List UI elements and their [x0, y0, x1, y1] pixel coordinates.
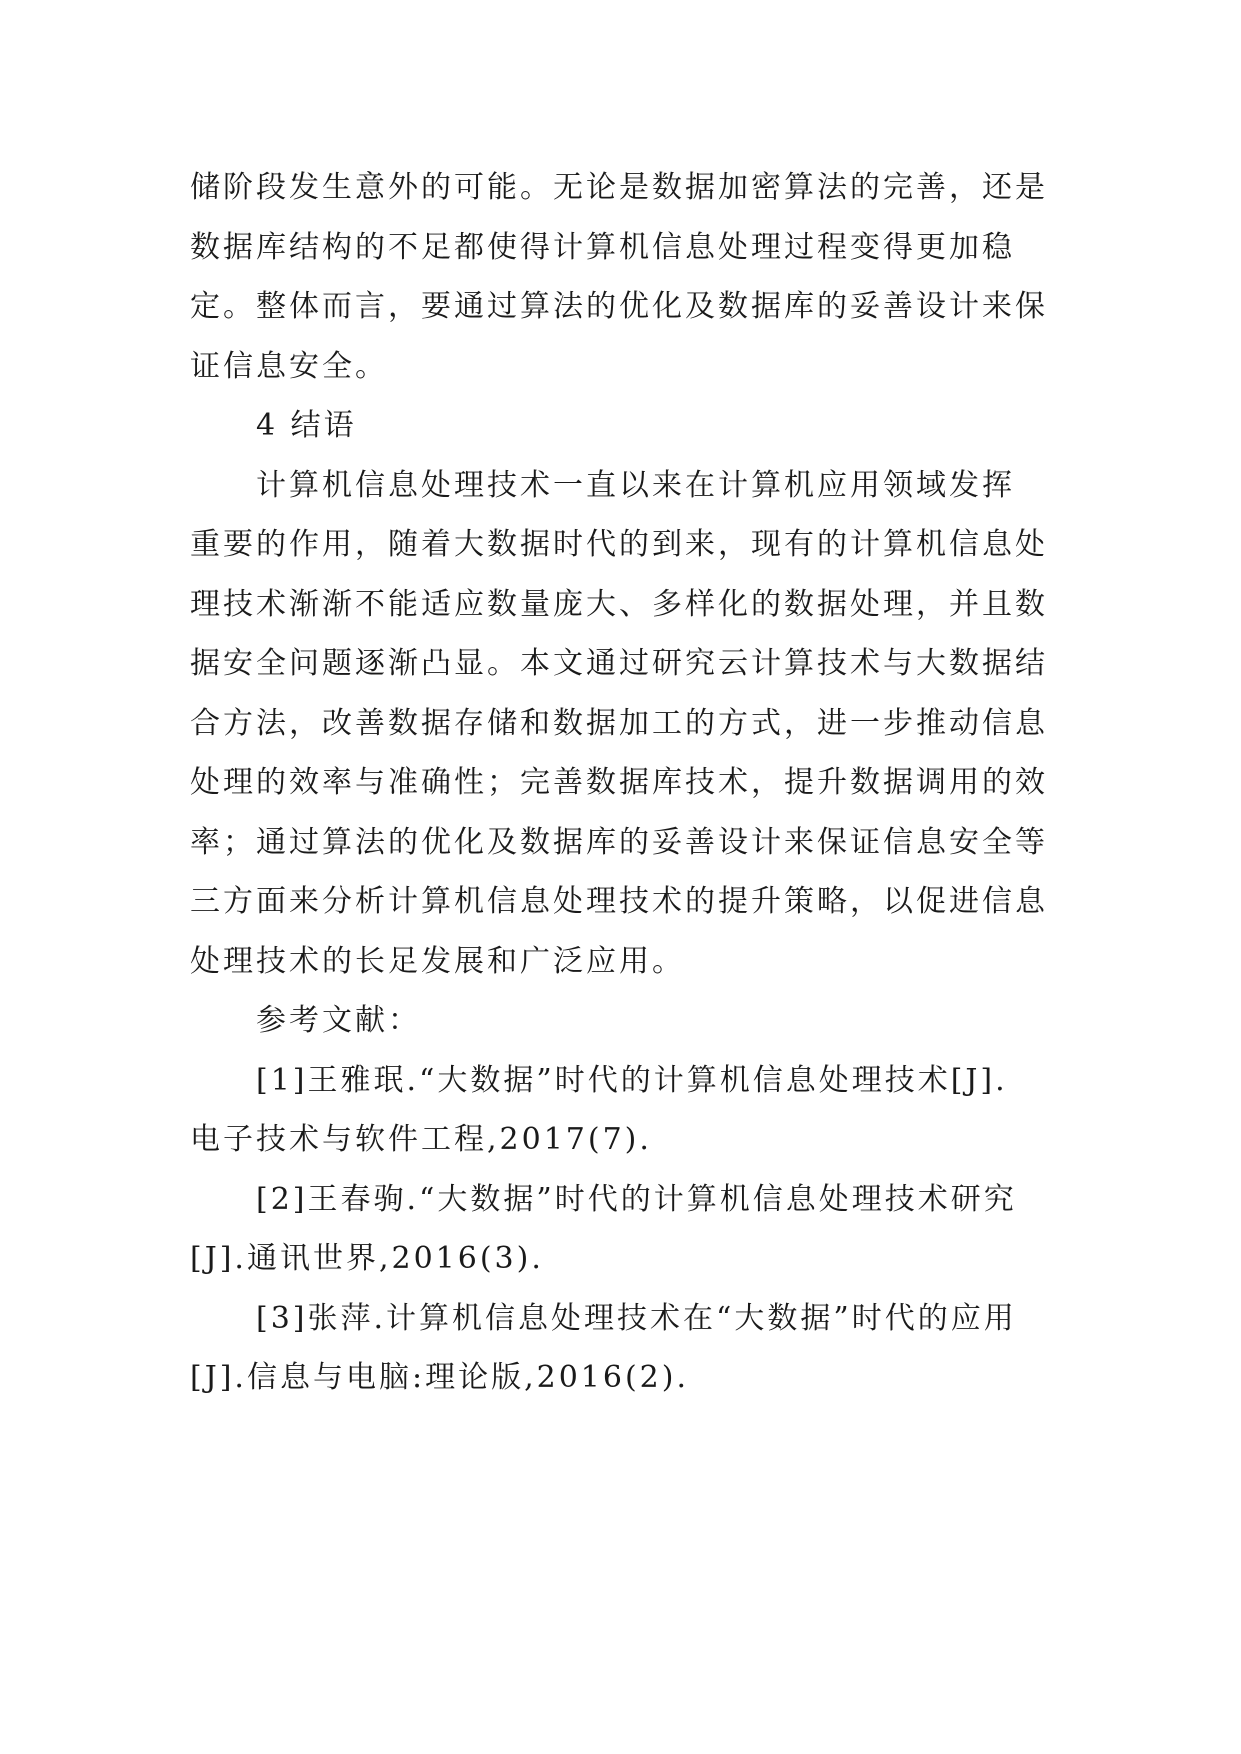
paragraph-line: 率；通过算法的优化及数据库的妥善设计来保证信息安全等 — [190, 824, 1048, 860]
reference-item — [190, 1051, 1050, 1170]
paragraph-line: 证信息安全。 — [190, 348, 388, 384]
reference-line: [1]王雅珉.“大数据”时代的计算机信息处理技术[J]. — [256, 1062, 1008, 1098]
paragraph-continuation — [190, 158, 1050, 396]
references-heading: 参考文献： — [256, 1003, 421, 1038]
references-list — [190, 1051, 1050, 1408]
paragraph-line: 据安全问题逐渐凸显。本文通过研究云计算技术与大数据结 — [190, 646, 1048, 681]
paragraph-line: 处理的效率与准确性；完善数据库技术，提升数据调用的效 — [190, 765, 1048, 800]
reference-line: [J].通讯世界,2016(3). — [190, 1241, 544, 1276]
paragraph-line: 三方面来分析计算机信息处理技术的提升策略，以促进信息 — [190, 884, 1048, 919]
paragraph-line: 数据库结构的不足都使得计算机信息处理过程变得更加稳 — [190, 229, 1015, 265]
paragraph-line: 定。整体而言，要通过算法的优化及数据库的妥善设计来保 — [190, 289, 1048, 324]
paragraph-line: 理技术渐渐不能适应数量庞大、多样化的数据处理，并且数 — [190, 586, 1048, 622]
paragraph-line: 储阶段发生意外的可能。无论是数据加密算法的完善，还是 — [190, 170, 1048, 205]
reference-line: 电子技术与软件工程,2017(7). — [190, 1122, 652, 1157]
paragraph-line: 合方法，改善数据存储和数据加工的方式，进一步推动信息 — [190, 705, 1048, 741]
paragraph-line: 计算机信息处理技术一直以来在计算机应用领域发挥 — [256, 467, 1015, 503]
paragraph-line: 重要的作用，随着大数据时代的到来，现有的计算机信息处 — [190, 527, 1048, 562]
document-body — [190, 158, 1050, 1408]
reference-line: [2]王春驹.“大数据”时代的计算机信息处理技术研究 — [256, 1181, 1017, 1217]
section-heading: 4 结语 — [256, 408, 357, 443]
reference-line: [3]张萍.计算机信息处理技术在“大数据”时代的应用 — [256, 1300, 1017, 1336]
reference-item — [190, 1170, 1050, 1289]
reference-item — [190, 1289, 1050, 1408]
reference-line: [J].信息与电脑:理论版,2016(2). — [190, 1360, 689, 1395]
paragraph-line: 处理技术的长足发展和广泛应用。 — [190, 943, 685, 979]
conclusion-paragraph — [190, 456, 1050, 992]
